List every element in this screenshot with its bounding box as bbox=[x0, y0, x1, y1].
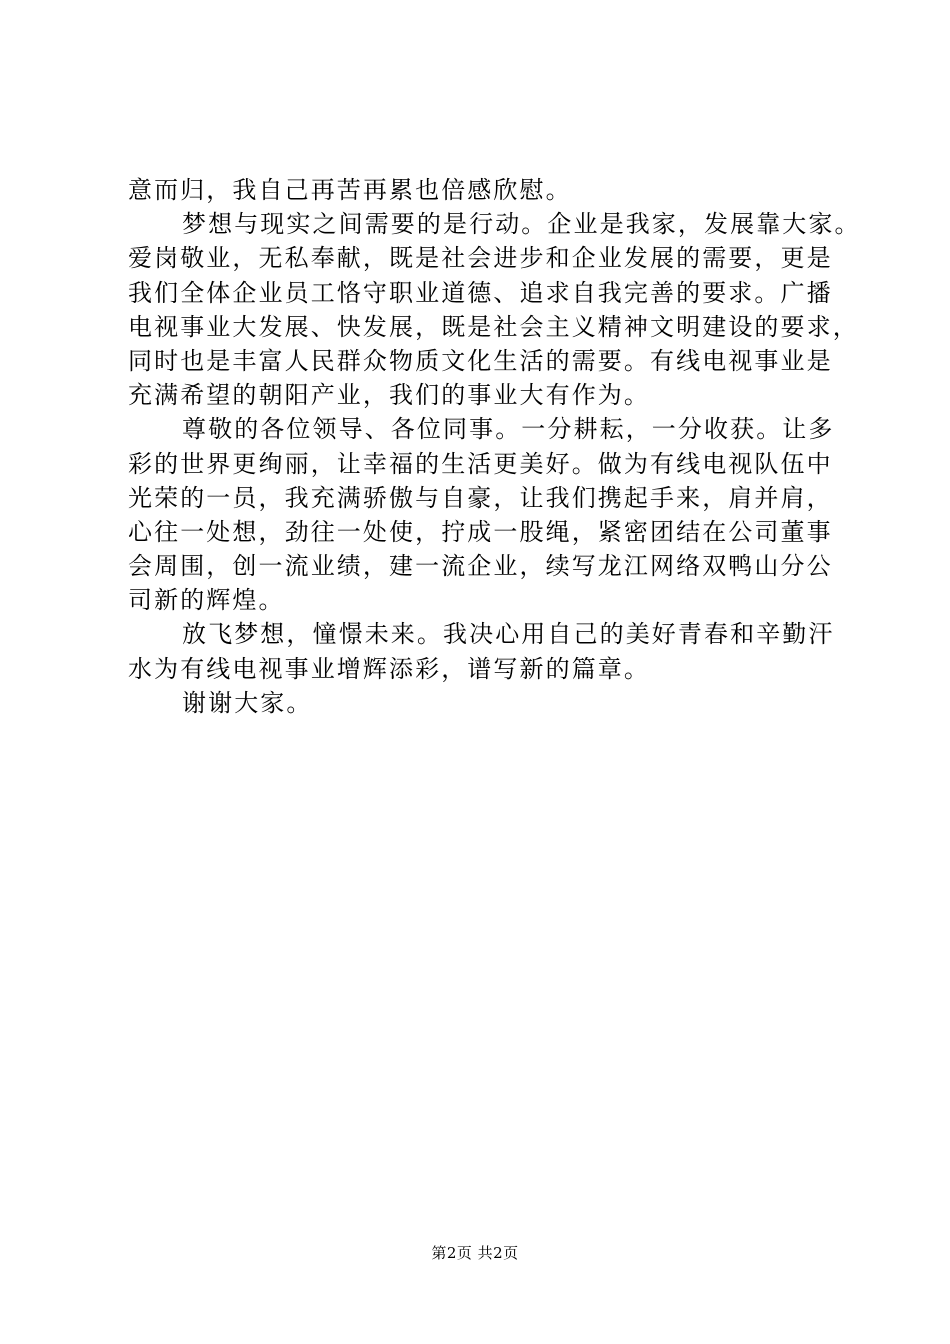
text-line: 彩的世界更绚丽，让幸福的生活更美好。做为有线电视队伍中 bbox=[128, 449, 833, 478]
text-line: 会周围，创一流业绩，建一流企业，续写龙江网络双鸭山分公 bbox=[128, 552, 833, 581]
text-line: 心往一处想，劲往一处使，拧成一股绳，紧密团结在公司董事 bbox=[128, 517, 833, 546]
page-footer: 第2页 共2页 bbox=[431, 1244, 519, 1262]
text-line: 梦想与现实之间需要的是行动。企业是我家，发展靠大家。 bbox=[182, 210, 861, 239]
body-text bbox=[128, 173, 861, 720]
text-line: 司新的辉煌。 bbox=[128, 586, 285, 615]
text-line: 同时也是丰富人民群众物质文化生活的需要。有线电视事业是 bbox=[128, 346, 833, 375]
text-line: 我们全体企业员工恪守职业道德、追求自我完善的要求。广播 bbox=[128, 278, 833, 307]
text-line: 意而归，我自己再苦再累也倍感欣慰。 bbox=[128, 176, 572, 204]
text-line: 充满希望的朝阳产业，我们的事业大有作为。 bbox=[128, 381, 650, 410]
text-line: 电视事业大发展、快发展，既是社会主义精神文明建设的要求， bbox=[128, 312, 859, 341]
text-line: 放飞梦想，憧憬未来。我决心用自己的美好青春和辛勤汗 bbox=[182, 620, 835, 649]
text-line: 尊敬的各位领导、各位同事。一分耕耘，一分收获。让多 bbox=[182, 415, 835, 444]
text-line: 光荣的一员，我充满骄傲与自豪，让我们携起手来，肩并肩， bbox=[128, 483, 833, 512]
text-line: 谢谢大家。 bbox=[182, 688, 313, 717]
text-line: 爱岗敬业，无私奉献，既是社会进步和企业发展的需要，更是 bbox=[128, 244, 833, 273]
text-line: 水为有线电视事业增辉添彩，谱写新的篇章。 bbox=[128, 654, 650, 683]
